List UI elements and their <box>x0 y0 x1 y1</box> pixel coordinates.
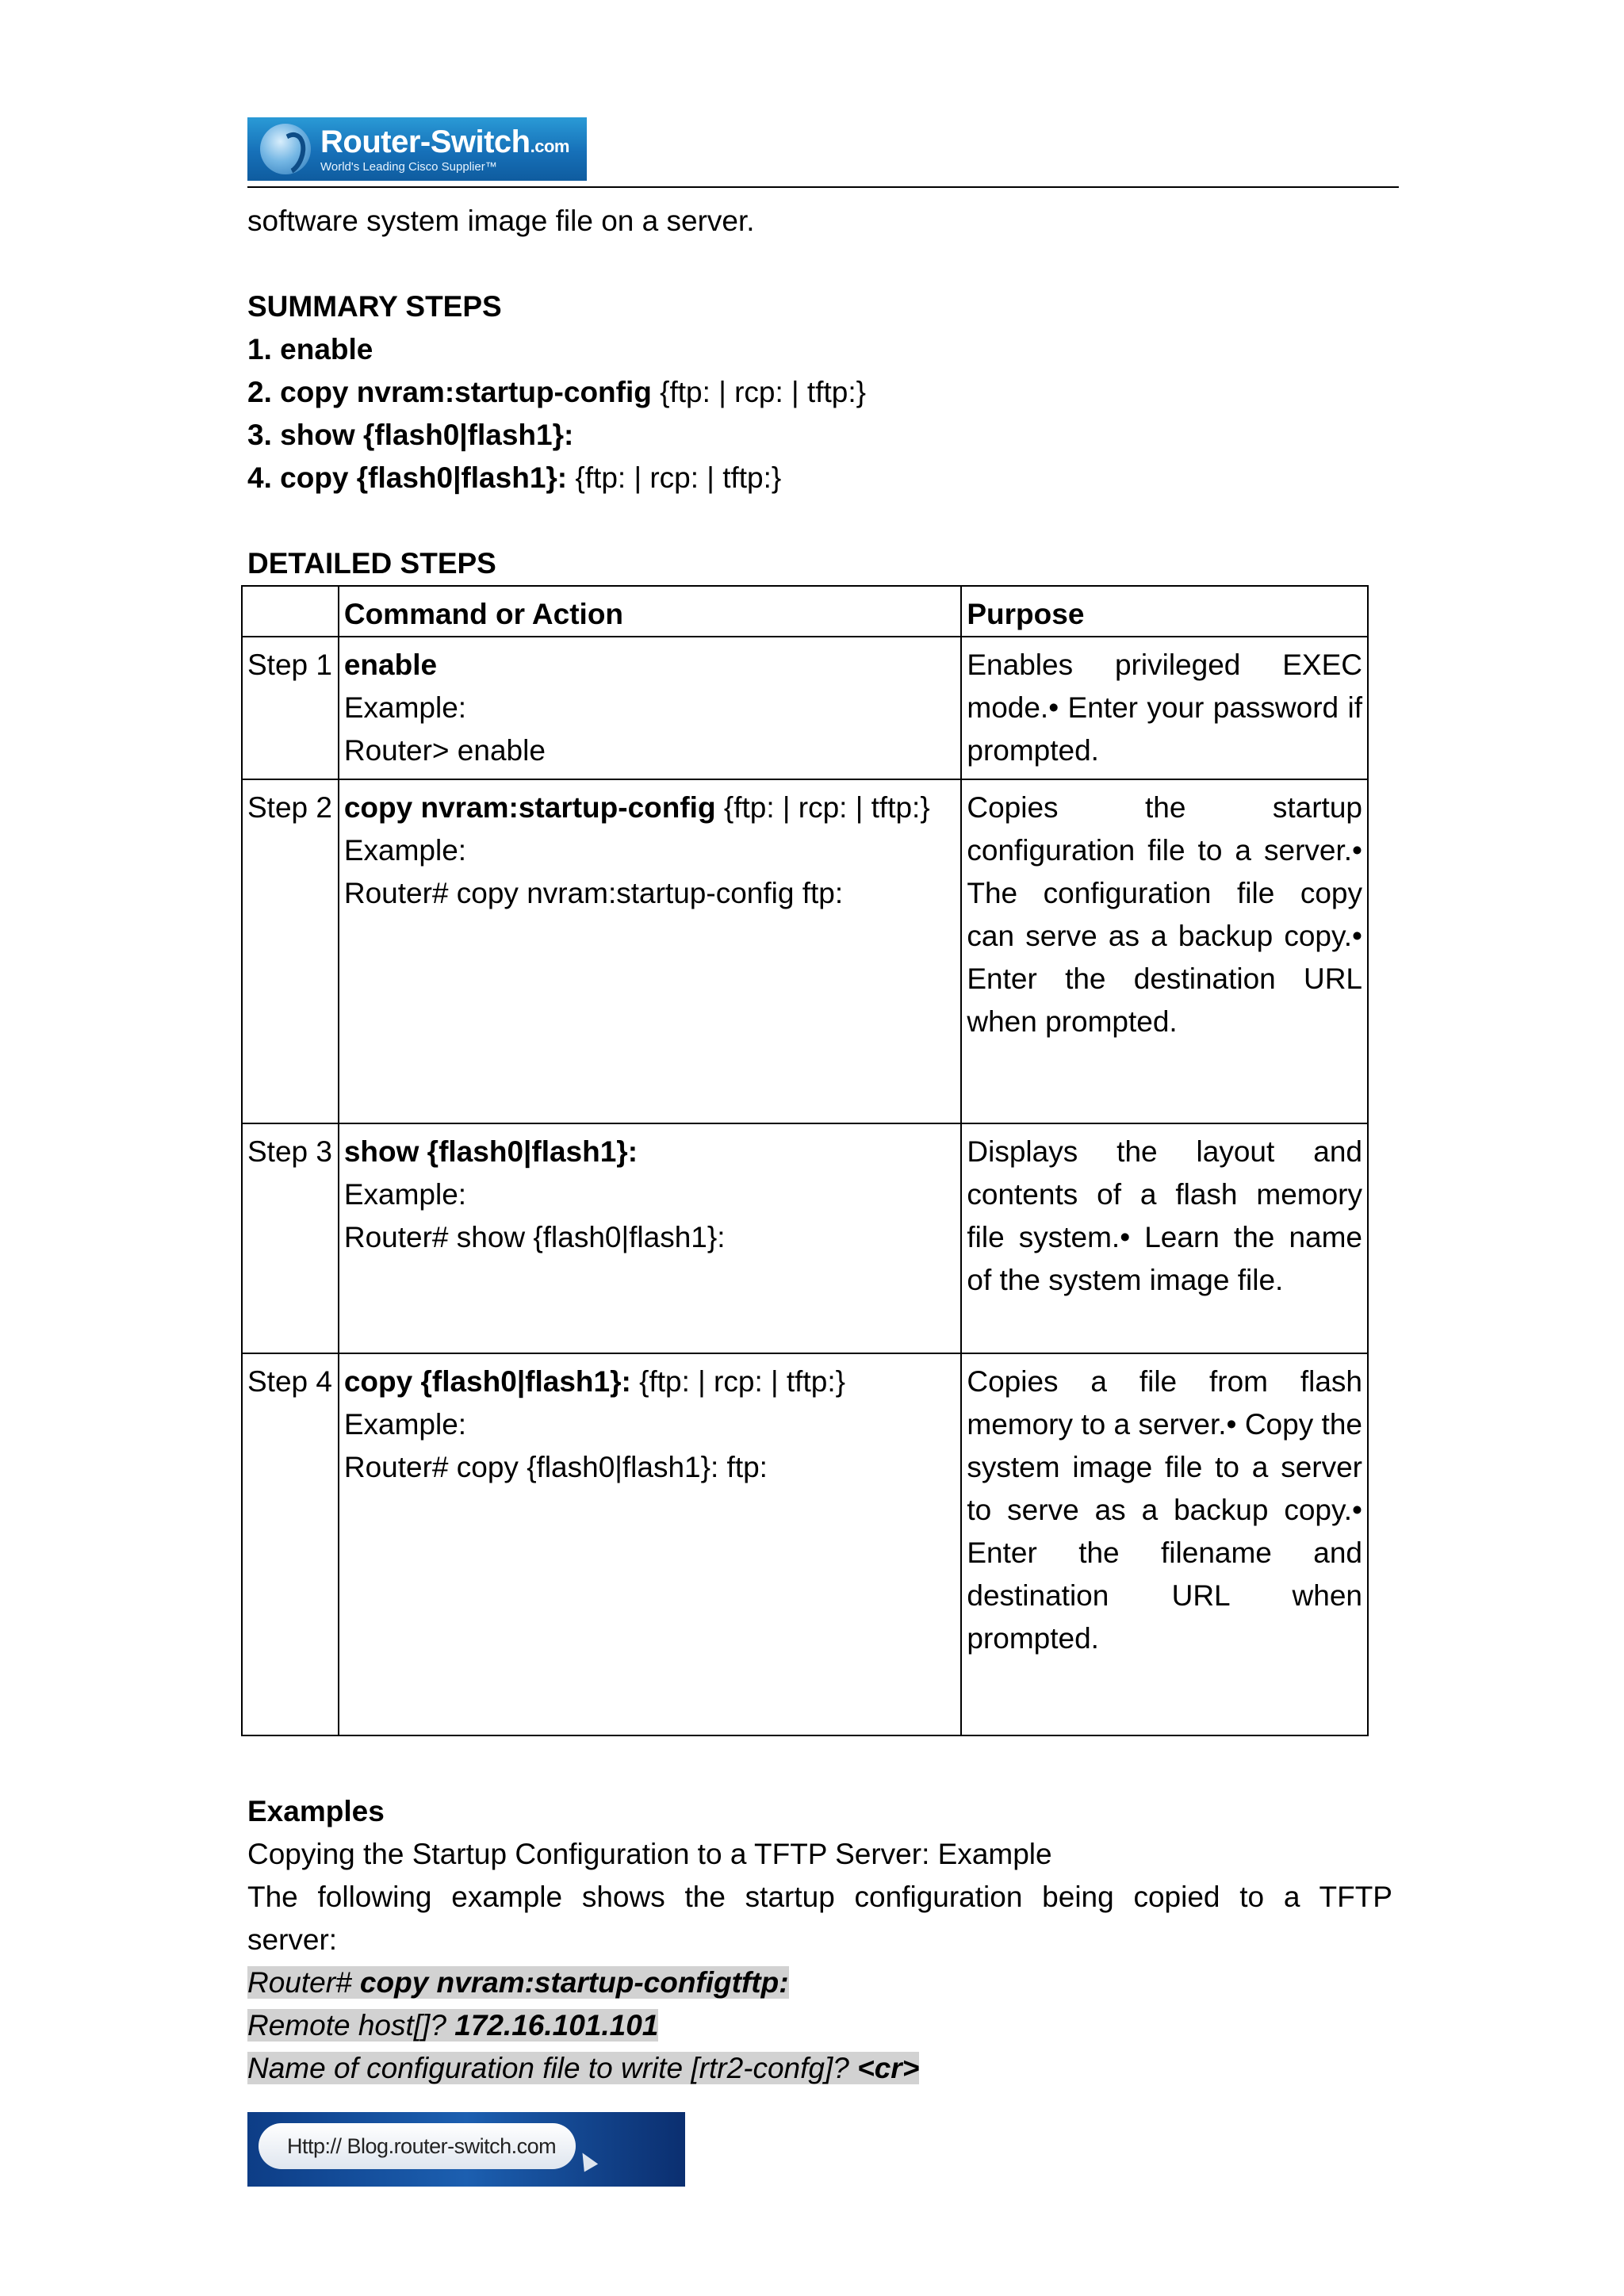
purpose-cell: Displays the layout and contents of a flash memory file system.• Learn the name of the system image file. <box>961 1123 1368 1353</box>
examples-subheading: Copying the Startup Configuration to a TFTP Server: Example <box>247 1838 1052 1870</box>
detailed-heading: DETAILED STEPS <box>247 547 496 580</box>
command-column-header: Command or Action <box>339 586 962 637</box>
example-label: Example: <box>343 834 467 867</box>
command-text: copy {flash0|flash1}: {ftp: | rcp: | tftp:} <box>343 1365 845 1398</box>
table-row <box>242 637 1368 779</box>
example-command: Router# copy nvram:startup-config ftp: <box>343 877 844 909</box>
summary-step: 2. copy nvram:startup-config {ftp: | rcp: | tftp:} <box>247 376 866 408</box>
logo-name: Router-Switch.com <box>320 124 569 159</box>
table-row <box>242 1353 1368 1735</box>
example-label: Example: <box>343 1178 467 1211</box>
example-label: Example: <box>343 1408 467 1441</box>
step-label: Step 3 <box>242 1123 339 1353</box>
table-header-cell <box>242 586 339 637</box>
command-cell <box>339 1353 962 1735</box>
example-label: Example: <box>343 691 467 724</box>
step-label: Step 1 <box>242 637 339 779</box>
intro-text: software system image file on a server. <box>247 205 755 237</box>
command-cell <box>339 779 962 1123</box>
logo-text <box>320 126 569 173</box>
purpose-cell: Enables privileged EXEC mode.• Enter your password if prompted. <box>961 637 1368 779</box>
examples-description-cont: server: <box>247 1923 338 1956</box>
step-label: Step 4 <box>242 1353 339 1735</box>
blog-banner <box>247 2112 685 2187</box>
summary-step: 3. show {flash0|flash1}: <box>247 419 574 451</box>
code-line: Name of configuration file to write [rtr2-confg]? <cr> <box>247 2052 920 2084</box>
command-text: copy nvram:startup-config {ftp: | rcp: | tftp:} <box>343 791 930 824</box>
cursor-icon <box>576 2149 598 2172</box>
globe-icon <box>260 124 311 174</box>
router-switch-logo <box>247 117 587 181</box>
purpose-cell: Copies a file from flash memory to a server.• Copy the system image file to a server to serve as a backup copy.• Enter the filename and destination URL when prompted. <box>961 1353 1368 1735</box>
command-cell <box>339 1123 962 1353</box>
purpose-cell: Copies the startup configuration file to a server.• The configuration file copy can serve as a backup copy.• Enter the destination URL when prompted. <box>961 779 1368 1123</box>
command-text: enable <box>343 649 438 681</box>
table-row <box>242 779 1368 1123</box>
detailed-steps-table <box>241 585 1369 1736</box>
example-command: Router# show {flash0|flash1}: <box>343 1221 726 1253</box>
command-cell <box>339 637 962 779</box>
code-line: Router# copy nvram:startup-configtftp: <box>247 1966 789 1999</box>
summary-heading: SUMMARY STEPS <box>247 290 502 323</box>
table-header-row <box>242 586 1368 637</box>
command-text: show {flash0|flash1}: <box>343 1135 638 1168</box>
logo-tagline: World's Leading Cisco Supplier™ <box>320 159 497 174</box>
blog-url: Http:// Blog.router-switch.com <box>259 2123 576 2169</box>
table-row <box>242 1123 1368 1353</box>
purpose-column-header: Purpose <box>961 586 1368 637</box>
summary-step: 4. copy {flash0|flash1}: {ftp: | rcp: | tftp:} <box>247 461 782 494</box>
summary-step: 1. enable <box>247 333 373 365</box>
step-label: Step 2 <box>242 779 339 1123</box>
example-command: Router> enable <box>343 734 546 767</box>
examples-description: The following example shows the startup configuration being copied to a TFTP <box>247 1881 1392 1913</box>
examples-heading: Examples <box>247 1795 385 1827</box>
code-line: Remote host[]? 172.16.101.101 <box>247 2009 659 2042</box>
header-divider <box>247 186 1399 188</box>
example-command: Router# copy {flash0|flash1}: ftp: <box>343 1451 768 1483</box>
